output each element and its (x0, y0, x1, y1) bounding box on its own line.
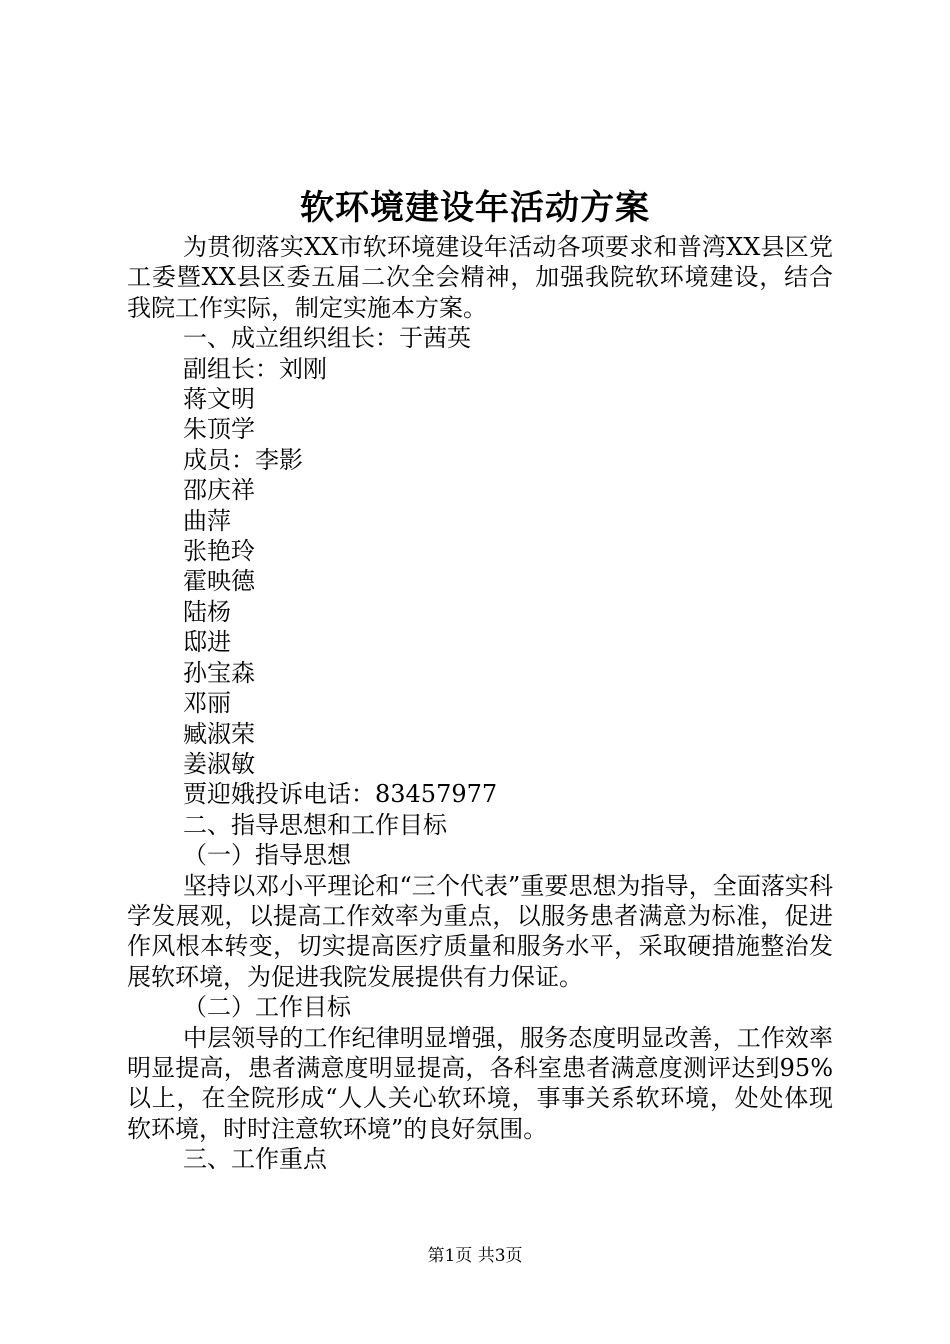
member-line: 邸进 (183, 628, 231, 657)
document-body (127, 232, 833, 1175)
member-line: 成员：李影 (183, 445, 303, 474)
subheading-work-goals: （二）工作目标 (183, 993, 351, 1022)
member-line: 邵庆祥 (183, 476, 255, 505)
work-goals-paragraph: 中层领导的工作纪律明显增强，服务态度明显改善，工作效率明显提高，患者满意度明显提高，各科室患者满意度测评达到95%以上，在全院形成“人人关心软环境，事事关系软环境，处处体现软环境，时时注意软环境”的良好氛围。 (127, 1023, 833, 1143)
member-line: 张艳玲 (183, 537, 255, 566)
section-heading-guidance: 二、指导思想和工作目标 (183, 810, 447, 839)
complaint-phone-line: 贾迎娥投诉电话：83457977 (183, 780, 498, 809)
member-line: 曲萍 (183, 506, 231, 535)
member-line: 臧淑荣 (183, 719, 255, 748)
document-title: 软环境建设年活动方案 (300, 188, 650, 228)
guiding-ideology-paragraph: 坚持以邓小平理论和“三个代表”重要思想为指导，全面落实科学发展观，以提高工作效率为重点，以服务患者满意为标准，促进作风根本转变，切实提高医疗质量和服务水平，采取硬措施整治发展软环境，为促进我院发展提供有力保证。 (127, 871, 833, 991)
member-line: 姜淑敏 (183, 749, 255, 778)
section-heading-work-focus: 三、工作重点 (183, 1145, 327, 1174)
member-line: 孙宝森 (183, 658, 255, 687)
section-heading-organization: 一、成立组织组长：于茜英 (183, 324, 471, 353)
subheading-guiding-ideology: （一）指导思想 (183, 841, 351, 870)
member-line: 蒋文明 (183, 385, 255, 414)
member-line: 朱顶学 (183, 415, 255, 444)
page-footer: 第1页 共3页 (427, 1246, 523, 1266)
member-line: 邓丽 (183, 689, 231, 718)
member-line: 副组长：刘刚 (183, 354, 327, 383)
member-line: 陆杨 (183, 597, 231, 626)
intro-paragraph: 为贯彻落实XX市软环境建设年活动各项要求和普湾XX县区党工委暨XX县区委五届二次全会精神，加强我院软环境建设，结合我院工作实际，制定实施本方案。 (127, 233, 833, 322)
member-line: 霍映德 (183, 567, 255, 596)
